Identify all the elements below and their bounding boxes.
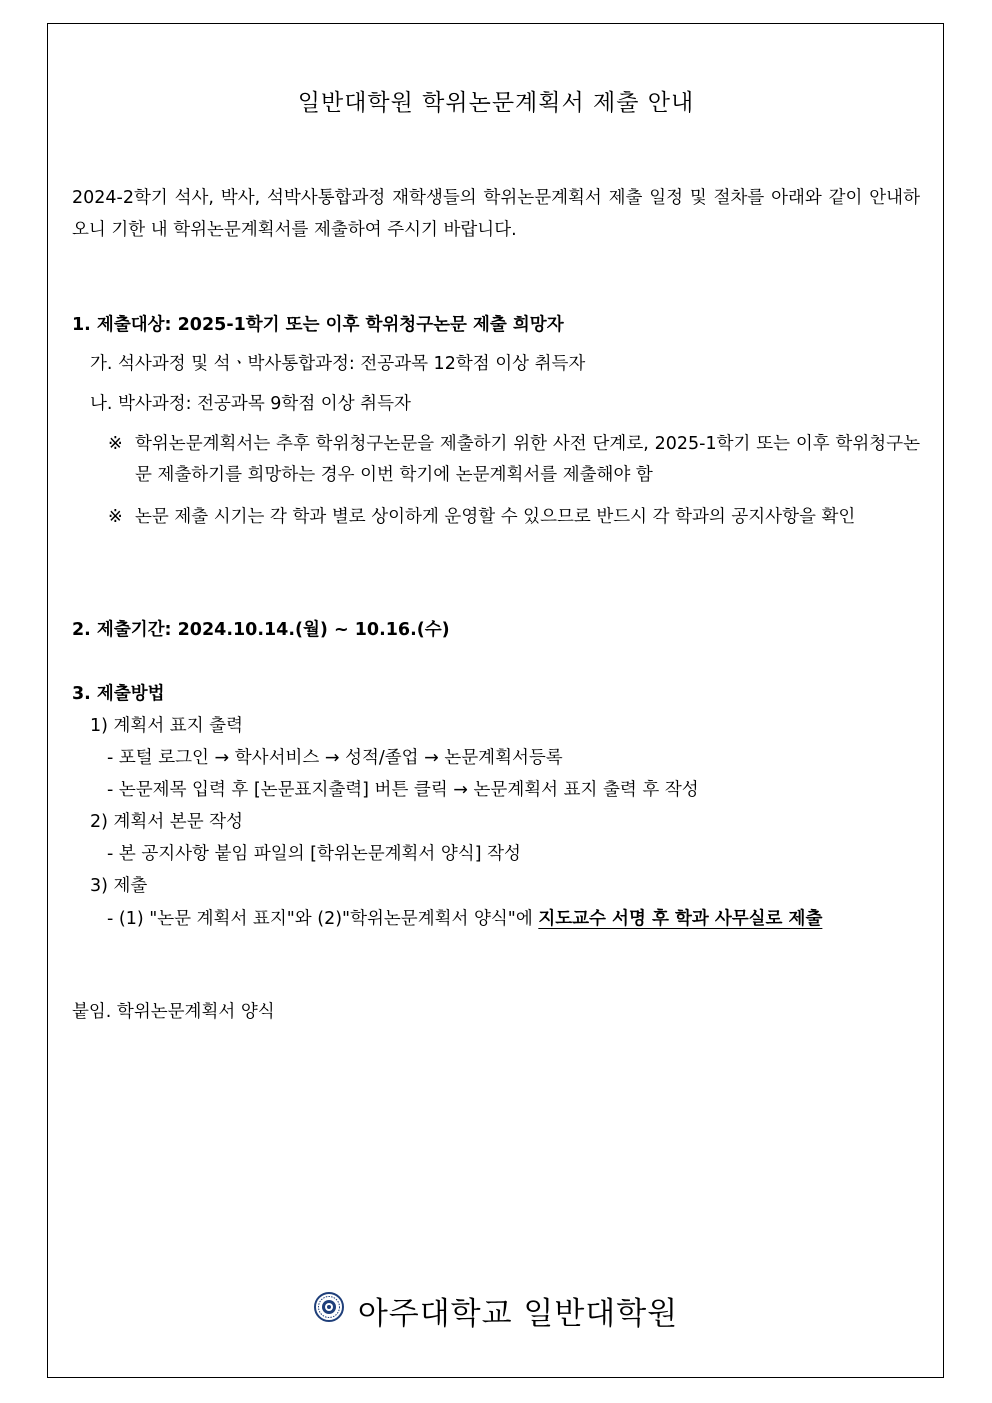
- intro-paragraph: 2024-2학기 석사, 박사, 석박사통합과정 재학생들의 학위논문계획서 제출 일정 및 절차를 아래와 같이 안내하오니 기한 내 학위논문계획서를 제출하여 주시기 바랍니다.: [72, 188, 920, 240]
- section1-note-2: [108, 502, 920, 533]
- step2-title: 2) 계획서 본문 작성: [90, 812, 243, 832]
- section1-heading: 1. 제출대상: 2025-1학기 또는 이후 학위청구논문 제출 희망자: [72, 315, 564, 335]
- document-title: 일반대학원 학위논문계획서 제출 안내: [297, 90, 695, 116]
- section2-heading: 2. 제출기간: 2024.10.14.(월) ~ 10.16.(수): [72, 620, 450, 640]
- section1-note-1: [108, 429, 920, 491]
- attachment-note: 붙임. 학위논문계획서 양식: [72, 1002, 275, 1022]
- step1-detail-b: - 논문제목 입력 후 [논문표지출력] 버튼 클릭 → 논문계획서 표지 출력 후 작성: [107, 780, 699, 800]
- step1-title: 1) 계획서 표지 출력: [90, 716, 243, 736]
- organization-name: 아주대학교 일반대학원: [357, 1296, 679, 1332]
- reference-mark: ※: [108, 434, 123, 454]
- university-seal-icon: [314, 1292, 344, 1330]
- step1-detail-a: - 포털 로그인 → 학사서비스 → 성적/졸업 → 논문계획서등록: [107, 748, 563, 768]
- note-text: 학위논문계획서는 추후 학위청구논문을 제출하기 위한 사전 단계로, 2025-1학기 또는 이후 학위청구논문 제출하기를 희망하는 경우 이번 학기에 논문계획서를 제출해야 함: [135, 434, 920, 485]
- step3-detail-text: - (1) "논문 계획서 표지"와 (2)"학위논문계획서 양식"에: [107, 909, 539, 929]
- section3-heading: 3. 제출방법: [72, 684, 165, 704]
- note-text: 논문 제출 시기는 각 학과 별로 상이하게 운영할 수 있으므로 반드시 각 학과의 공지사항을 확인: [135, 507, 856, 527]
- reference-mark: ※: [108, 507, 123, 527]
- section1-item-ga: 가. 석사과정 및 석ㆍ박사통합과정: 전공과목 12학점 이상 취득자: [90, 354, 586, 374]
- step2-detail-a: - 본 공지사항 붙임 파일의 [학위논문계획서 양식] 작성: [107, 844, 521, 864]
- section1-item-na: 나. 박사과정: 전공과목 9학점 이상 취득자: [90, 394, 411, 414]
- step3-title: 3) 제출: [90, 876, 148, 896]
- step3-emphasis: 지도교수 서명 후 학과 사무실로 제출: [538, 909, 823, 929]
- footer: [0, 1288, 992, 1333]
- step3-detail: [107, 904, 822, 934]
